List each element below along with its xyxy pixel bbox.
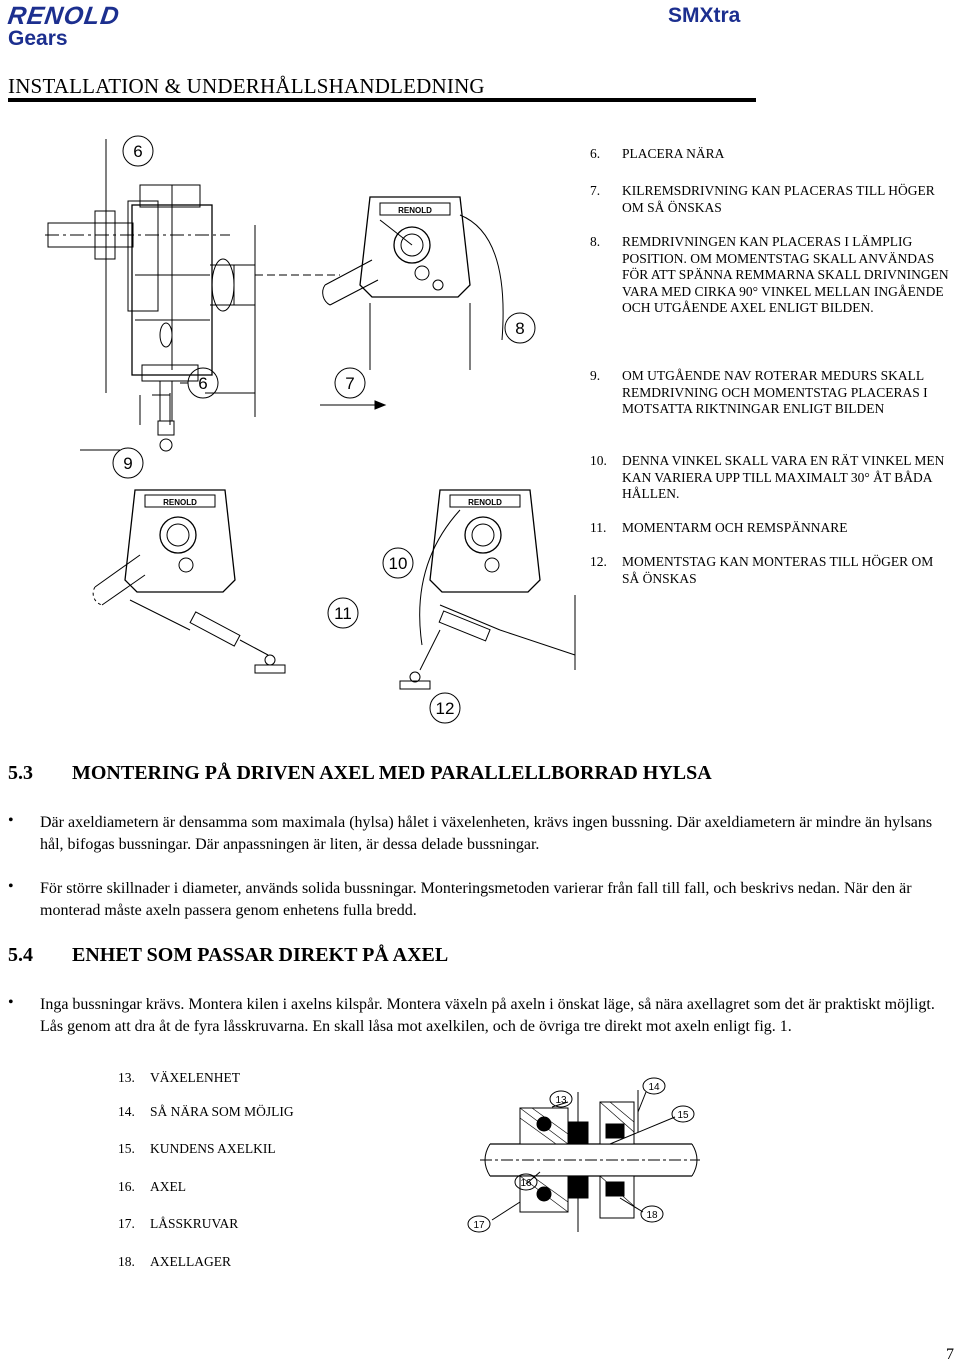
callout-12 xyxy=(430,693,460,723)
svg-text:12: 12 xyxy=(435,699,455,718)
svg-text:10: 10 xyxy=(388,554,408,573)
installation-figure xyxy=(40,125,585,725)
callout-10 xyxy=(383,548,413,578)
callout-8 xyxy=(505,313,535,343)
callout-18 xyxy=(641,1206,663,1222)
svg-text:8: 8 xyxy=(515,319,525,338)
callout-9 xyxy=(113,448,143,478)
callout-14 xyxy=(643,1078,665,1094)
document-title: INSTALLATION & UNDERHÅLLSHANDLEDNING xyxy=(8,74,485,98)
callout-6-top xyxy=(123,136,153,166)
callout-7 xyxy=(335,368,365,398)
callout-15 xyxy=(672,1106,694,1122)
svg-text:RENOLD: RENOLD xyxy=(398,206,432,215)
front-view-housing-right xyxy=(400,490,575,689)
svg-text:17: 17 xyxy=(473,1220,485,1231)
product-name: SMXtra xyxy=(668,4,741,27)
svg-text:13: 13 xyxy=(555,1095,567,1106)
shaft-mounting-figure xyxy=(460,1072,705,1254)
callout-17 xyxy=(468,1216,490,1232)
svg-text:18: 18 xyxy=(646,1210,658,1221)
brand-logo: RENOLD xyxy=(6,2,122,30)
title-rule xyxy=(8,98,756,102)
section-53-paragraph-2: För större skillnader i diameter, används solida bussningar. Monteringsmetoden varierar från fall till fall, och beskrivs nedan. När den är monterad måste axeln passera genom enhetens fulla bredd. xyxy=(40,880,912,919)
svg-text:16: 16 xyxy=(520,1178,532,1189)
svg-text:6: 6 xyxy=(198,374,208,393)
front-view-housing-left xyxy=(93,490,285,673)
callout-13 xyxy=(550,1091,572,1107)
section-53-title: MONTERING PÅ DRIVEN AXEL MED PARALLELLBORRAD HYLSA xyxy=(72,762,712,784)
section-54-paragraph: Inga bussningar krävs. Montera kilen i axelns kilspår. Montera växeln på axeln i önskat läge, så nära axellagret som det är praktiskt möjligt. Lås genom att dra åt de fyra låsskruvarna. En skall låsa mot axelkilen, och de övriga tre direkt mot axeln enligt fig. 1. xyxy=(40,996,935,1035)
section-54-title: ENHET SOM PASSAR DIREKT PÅ AXEL xyxy=(72,944,449,966)
svg-text:14: 14 xyxy=(648,1082,660,1093)
shaft-section xyxy=(480,1144,700,1176)
svg-text:6: 6 xyxy=(133,142,143,161)
bullet-icon: • xyxy=(8,878,14,895)
section-53-paragraph-1: Där axeldiametern är densamma som maximala (hylsa) hålet i växelenheten, krävs ingen bussning. Där axeldiametern är mindre än hylsans hål, bifogas bussningar. Där anpassningen är liten, är dessa delade bussningar. xyxy=(40,814,933,853)
section-53-number: 5.3 xyxy=(8,762,33,784)
gear-unit-section xyxy=(520,1092,588,1232)
callout-6-bottom xyxy=(188,368,218,398)
page-number: 7 xyxy=(946,1346,954,1363)
side-view-unit xyxy=(45,139,340,451)
bullet-icon: • xyxy=(8,994,14,1011)
brand-division: Gears xyxy=(8,27,68,50)
callout-11 xyxy=(328,598,358,628)
shaft-bearing xyxy=(600,1090,638,1218)
svg-text:RENOLD: RENOLD xyxy=(163,498,197,507)
svg-text:RENOLD: RENOLD xyxy=(468,498,502,507)
svg-text:15: 15 xyxy=(677,1110,689,1121)
section-54-number: 5.4 xyxy=(8,944,33,966)
svg-text:11: 11 xyxy=(334,604,352,623)
svg-text:7: 7 xyxy=(345,374,355,393)
svg-text:9: 9 xyxy=(123,454,133,473)
bullet-icon: • xyxy=(8,812,14,829)
